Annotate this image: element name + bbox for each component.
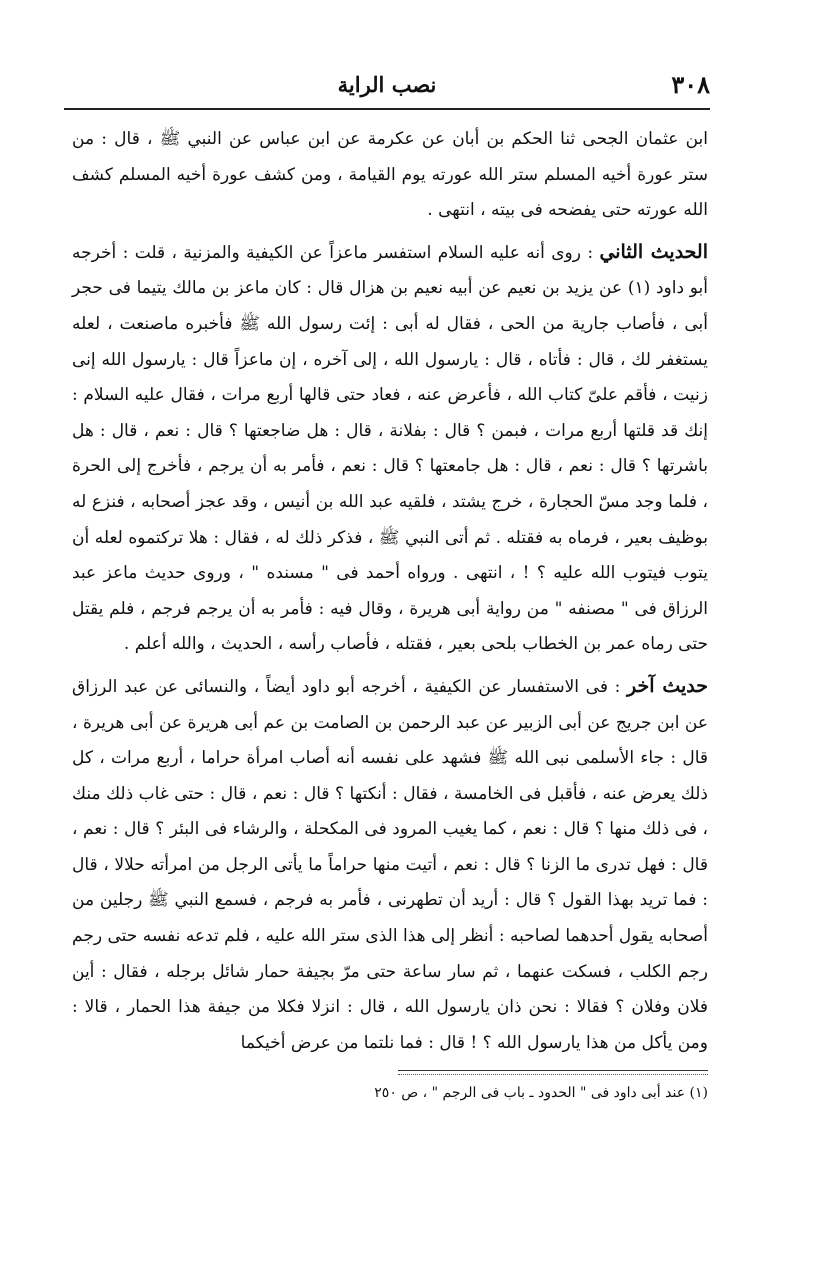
paragraph-2-heading: الحديث الثاني [599, 240, 708, 263]
main-text [72, 122, 708, 1061]
footnote: (١) عند أبى داود فى " الحدود ـ باب فى الرجم " ، ص ٢٥٠ [374, 1085, 708, 1101]
paragraph-2-text: : روى أنه عليه السلام استفسر ماعزاً عن الكيفية والمزنية ، قلت : أخرجه أبو داود (١) عن يزيد بن نعيم عن أبيه نعيم بن هزال قال : كان ماعز بن مالك يتيما فى حجر أبى ، فأصاب جارية من الحى ، فقال له أبى : إئت رسول الله ﷺ فأخبره ماصنعت ، لعله يستغفر لك ، قال : فأتاه ، قال : يارسول الله ، إلى آخره ، إن ماعزاً قال : يارسول الله إنى زنيت ، فأقم علىّ كتاب الله ، فأعرض عنه ، فعاد حتى قالها أربع مرات ، فقال عليه السلام : إنك قد قلتها أربع مرات ، فبمن ؟ قال : بفلانة ، قال : هل ضاجعتها ؟ قال : نعم ، قال : هل باشرتها ؟ قال : نعم ، قال : هل جامعتها ؟ قال : نعم ، فأمر به أن يرجم ، فأخرج إلى الحرة ، فلما وجد مسّ الحجارة ، خرج يشتد ، فلقيه عبد الله بن أنيس ، وقد عجز أصحابه ، فنزع له بوظيف بعير ، فرماه به فقتله . ثم أتى النبي ﷺ ، فذكر ذلك له ، فقال : هلا تركتموه لعله أن يتوب فيتوب الله عليه ؟ ! ، انتهى . ورواه أحمد فى " مسنده " ، وروى حديث ماعز عبد الرزاق فى " مصنفه " من رواية أبى هريرة ، وقال فيه : فأمر به أن يرجم فرجم ، فلم يقتل حتى رماه عمر بن الخطاب بلحى بعير ، فقتله ، فأصاب رأسه ، الحديث ، والله أعلم . [72, 242, 708, 655]
paragraph-3-heading: حديث آخر [626, 674, 708, 697]
page-number: ٣٠٨ [671, 70, 710, 99]
page-header [64, 70, 710, 104]
running-title: نصب الراية [337, 72, 437, 97]
paragraph-2 [72, 235, 708, 663]
paragraph-3 [72, 669, 708, 1062]
footnote-divider-dotted [398, 1074, 708, 1075]
paragraph-1 [72, 122, 708, 229]
footnote-divider [398, 1070, 708, 1071]
paragraph-1-text: ابن عثمان الجحى ثنا الحكم بن أبان عن عكرمة عن ابن عباس عن النبي ﷺ ، قال : من ستر عورة أخيه المسلم ستر الله عورته يوم القيامة ، ومن كشف عورة أخيه المسلم كشف الله عورته حتى يفضحه فى بيته ، انتهى . [72, 129, 708, 221]
header-rule [64, 108, 710, 110]
paragraph-3-text: : فى الاستفسار عن الكيفية ، أخرجه أبو داود أيضاً ، والنسائى عن عبد الرزاق عن ابن جريج عن أبى الزبير عن عبد الرحمن بن الصامت بن عم أبى هريرة عن أبى هريرة ، قال : جاء الأسلمى نبى الله ﷺ فشهد على نفسه أنه أصاب امرأة حراما ، أربع مرات ، كل ذلك يعرض عنه ، فأقبل فى الخامسة ، فقال : أنكتها ؟ قال : نعم ، قال : حتى غاب ذلك منك ، فى ذلك منها ؟ قال : نعم ، كما يغيب المرود فى المكحلة ، والرشاء فى البئر ؟ قال : نعم ، قال : فهل تدرى ما الزنا ؟ قال : نعم ، أتيت منها حراماً ما يأتى الرجل من امرأته حلالا ، قال : فما تريد بهذا القول ؟ قال : أريد أن تطهرنى ، فأمر به فرجم ، فسمع النبي ﷺ رجلين من أصحابه يقول أحدهما لصاحبه : أنظر إلى هذا الذى ستر الله عليه ، فلم تدعه نفسه حتى رجم رجم الكلب ، فسكت عنهما ، ثم سار ساعة حتى مرّ بجيفة حمار شائل برجله ، فقال : أين فلان وفلان ؟ فقالا : نحن ذان يارسول الله ، قال : انزلا فكلا من جيفة هذا الحمار ، قالا : ومن يأكل من هذا يارسول الله ؟ ! قال : فما نلتما من عرض أخيكما [72, 676, 708, 1053]
